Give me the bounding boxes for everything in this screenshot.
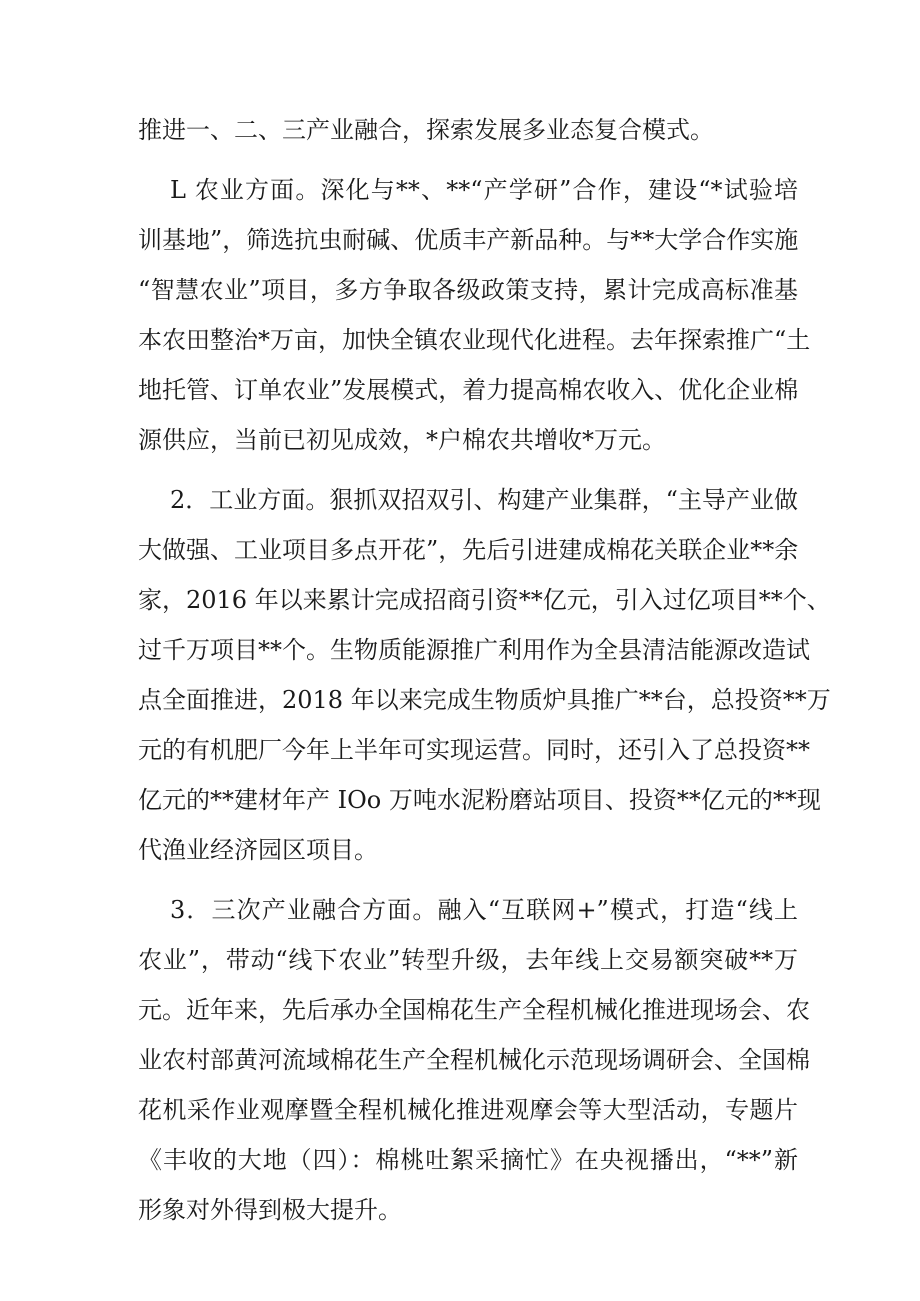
text-line: 源供应，当前已初见成效，*户棉农共增收*万元。 xyxy=(138,426,666,454)
text-line: 地托管、订单农业”发展模式，着力提高棉农收入、优化企业棉 xyxy=(138,376,799,404)
text-line: 点全面推进，2018 年以来完成生物质炉具推广**台，总投资**万 xyxy=(138,686,831,714)
text-line: 家，2016 年以来累计完成招商引资**亿元，引入过亿项目**个、 xyxy=(138,586,831,614)
text-line: 代渔业经济园区项目。 xyxy=(138,836,378,864)
paragraph-first-line: L 农业方面。深化与**、**“产学研”合作，建设“*试验培 xyxy=(170,176,798,204)
text-line: 业农村部黄河流域棉花生产全程机械化示范现场调研会、全国棉 xyxy=(138,1046,810,1074)
text-line: 推进一、二、三产业融合，探索发展多业态复合模式。 xyxy=(138,116,714,144)
text-line: 亿元的**建材年产 IOo 万吨水泥粉磨站项目、投资**亿元的**现 xyxy=(138,786,821,814)
text-line: 大做强、工业项目多点开花”，先后引进建成棉花关联企业**余 xyxy=(138,536,799,564)
paragraph-first-line: 3．三次产业融合方面。融入“互联网+”模式，打造“线上 xyxy=(170,896,798,924)
text-line: 训基地”，筛选抗虫耐碱、优质丰产新品种。与**大学合作实施 xyxy=(138,226,799,254)
text-line: “智慧农业”项目，多方争取各级政策支持，累计完成高标准基 xyxy=(138,276,798,304)
text-line: 农业”，带动“线下农业”转型升级，去年线上交易额突破**万 xyxy=(138,946,798,974)
text-line: 元。近年来，先后承办全国棉花生产全程机械化推进现场会、农 xyxy=(138,996,810,1024)
text-line: 元的有机肥厂今年上半年可实现运营。同时，还引入了总投资** xyxy=(138,736,810,764)
text-line: 本农田整治*万亩，加快全镇农业现代化进程。去年探索推广“土 xyxy=(138,326,811,354)
text-line: 《丰收的大地（四）：棉桃吐絮采摘忙》在央视播出，“**”新 xyxy=(138,1146,798,1174)
paragraph-first-line: 2．工业方面。狠抓双招双引、构建产业集群，“主导产业做 xyxy=(170,486,798,514)
text-line: 形象对外得到极大提升。 xyxy=(138,1196,402,1224)
text-line: 花机采作业观摩暨全程机械化推进观摩会等大型活动，专题片 xyxy=(138,1096,798,1124)
text-line: 过千万项目**个。生物质能源推广利用作为全县清洁能源改造试 xyxy=(138,636,810,664)
